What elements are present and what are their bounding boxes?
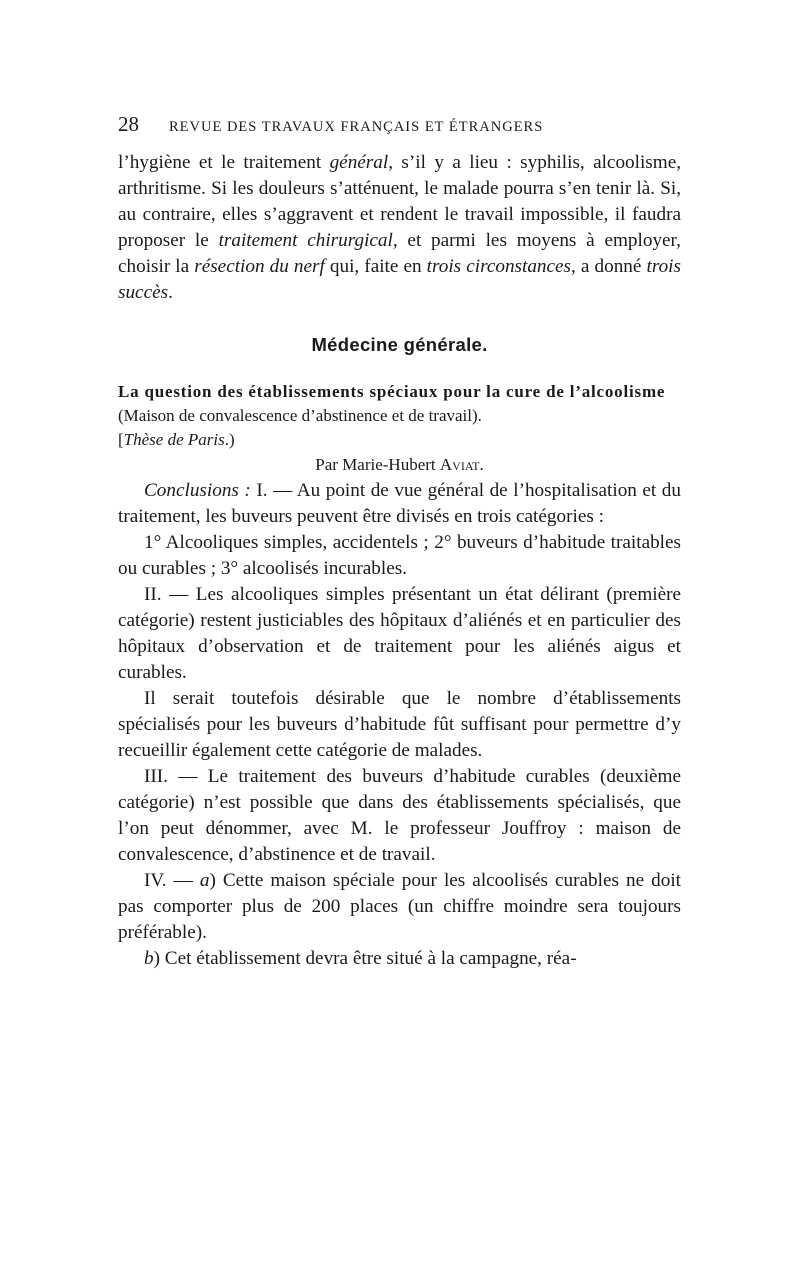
text-run: I. — Au point de vue général de l’hospitalisation et du traitement, les buveurs peuvent être divisés en trois catégories : <box>118 480 681 527</box>
paragraph-conclusions <box>118 478 681 530</box>
text-run: IV. — <box>144 870 200 891</box>
author-name: Aviat <box>439 455 480 474</box>
text-run: qui, faite en <box>324 256 427 277</box>
bracket: .) <box>224 430 235 449</box>
text-run: . <box>168 282 173 303</box>
paragraph-iv-a <box>118 868 681 946</box>
paragraph-ii: II. — Les alcooliques simples présentant un état délirant (première catégorie) restent justiciables des hôpitaux d’aliénés et en particulier des hôpitaux d’observation et de traitement pour les aliénés aigus et curables. <box>118 584 681 683</box>
author-prefix: Par Marie-Hubert <box>315 455 440 474</box>
italic-run: trois succès <box>118 256 681 303</box>
paragraph-iv-b <box>118 946 681 972</box>
page-body <box>118 150 681 972</box>
bracket: [ <box>118 430 124 449</box>
text-run: , s’il y a lieu : syphilis, alcoolisme, arthritisme. Si les douleurs s’atténuent, le malade pourra s’en tenir là. Si, au contraire, elles s’aggravent et rendent le travail impossible, il faudra proposer le <box>118 152 682 251</box>
italic-run: trois circonstances <box>426 256 572 277</box>
page-number: 28 <box>118 112 139 136</box>
italic-run: b <box>144 948 154 969</box>
text-run: ) Cet établissement devra être situé à la campagne, réa- <box>153 948 577 969</box>
italic-run: général <box>329 152 389 173</box>
article-title-rest: (Maison de convalescence d’abstinence et de travail). <box>118 406 482 425</box>
author-suffix: . <box>479 455 484 474</box>
paragraph-iii: III. — Le traitement des buveurs d’habitude curables (deuxième catégorie) n’est possible que dans des établissements spécialisés, que l’on peut dénommer, avec M. le professeur Jouffroy : maison de convalescence, d’abstinence et de travail. <box>118 766 681 865</box>
text-run: , a donné <box>571 256 647 277</box>
page-header <box>118 112 684 137</box>
paragraph-categories: 1° Alcooliques simples, accidentels ; 2° buveurs d’habitude traitables ou curables ; 3° alcoolisés incurables. <box>118 532 681 579</box>
text-run: l’hygiène et le traitement <box>118 152 330 173</box>
italic-run: a <box>199 870 210 891</box>
paragraph-ii-cont: Il serait toutefois désirable que le nombre d’établissements spécialisés pour les buveurs d’habitude fût suffisant pour permettre d’y recueillir également cette catégorie de malades. <box>118 688 681 761</box>
article-title <box>118 380 681 428</box>
running-title: REVUE DES TRAVAUX FRANÇAIS ET ÉTRANGERS <box>169 119 544 135</box>
article-title-bold: La question des établissements spéciaux pour la cure de l’alcoolisme <box>118 382 666 401</box>
italic-run: traitement chirurgical <box>218 230 393 251</box>
author-line <box>118 452 681 478</box>
section-title: Médecine générale. <box>311 334 488 355</box>
thesis-reference <box>118 428 681 452</box>
italic-run: résection du nerf <box>194 256 325 277</box>
text-run: ) Cette maison spéciale pour les alcoolisés curables ne doit pas comporter plus de 200 places (un chiffre moindre sera toujours préférable). <box>118 870 681 943</box>
italic-run: Conclusions : <box>144 480 251 501</box>
text-run: , et parmi les moyens à employer, choisir la <box>118 230 681 277</box>
intro-paragraph <box>118 150 681 306</box>
thesis-label: Thèse de Paris <box>123 430 225 449</box>
